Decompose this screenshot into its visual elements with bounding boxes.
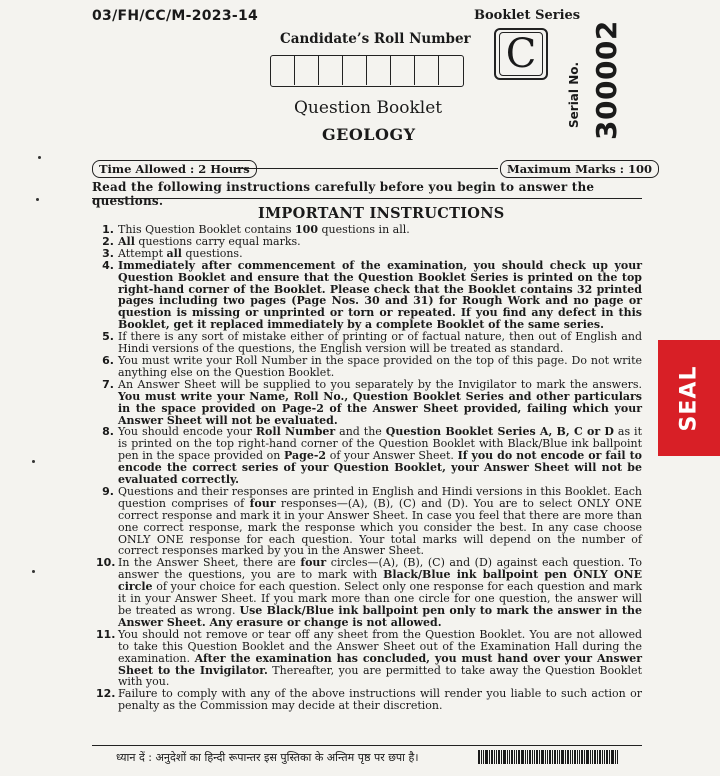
barcode-bar — [609, 750, 610, 764]
instruction-text-bold: All — [118, 234, 135, 248]
booklet-series-letter: C — [499, 32, 543, 76]
instruction-number: 7. — [102, 377, 114, 391]
divider — [234, 168, 498, 169]
instruction-text-bold: four — [300, 556, 327, 570]
instruction-text-run: questions in all. — [317, 223, 410, 236]
barcode-bar — [521, 750, 524, 764]
question-booklet-label: Question Booklet — [294, 98, 443, 118]
booklet-series-box — [494, 28, 548, 80]
instruction-item — [96, 260, 642, 331]
barcode-bar — [545, 750, 546, 764]
roll-number-boxes[interactable] — [270, 55, 464, 87]
instruction-number: 1. — [102, 223, 114, 236]
instruction-text-run: Questions and their responses are printed in English and Hindi versions in this Booklet. Each question comprises of — [118, 484, 642, 510]
barcode-bar — [507, 750, 508, 764]
barcode-bar — [606, 750, 608, 764]
instruction-text-run: If there is any sort of mistake either of printing or of factual nature, then out of English and Hindi versions of the questions, the English version will be treated as standard. — [118, 330, 642, 356]
instruction-text — [118, 557, 642, 628]
barcode-bar — [559, 750, 560, 764]
instruction-text-bold: all — [166, 246, 182, 260]
barcode-bar — [503, 750, 506, 764]
roll-digit-box[interactable] — [343, 56, 367, 85]
barcode-bar — [514, 750, 515, 764]
barcode-bar — [592, 750, 593, 764]
instruction-text — [118, 260, 642, 331]
barcode-bar — [570, 750, 571, 764]
divider — [92, 198, 642, 199]
barcode-bar — [525, 750, 526, 764]
instruction-item — [96, 486, 642, 557]
instruction-item — [96, 688, 642, 712]
instruction-text — [118, 688, 642, 712]
instruction-item — [96, 426, 642, 486]
barcode-bar — [489, 750, 490, 764]
seal-label: SEAL — [676, 365, 702, 431]
seal-tab[interactable] — [658, 340, 720, 456]
roll-number-label: Candidate’s Roll Number — [280, 31, 471, 47]
roll-digit-box[interactable] — [319, 56, 343, 85]
barcode-bar — [615, 750, 616, 764]
instruction-text-bold: Black/Blue ink ballpoint pen ONLY ONE circle — [118, 568, 642, 594]
instruction-text-run: You should not remove or tear off any sheet from the Question Booklet. You are not allowed to take this Question Booklet and the Answer Sheet out of the Examination Hall during the examination. — [118, 627, 642, 665]
instruction-text-bold: Page-2 — [284, 449, 327, 463]
barcode-bar — [483, 750, 484, 764]
barcode — [478, 750, 642, 764]
maximum-marks-badge: Maximum Marks : 100 — [500, 160, 659, 178]
instruction-item — [96, 379, 642, 427]
instruction-text-bold: Roll Number — [255, 425, 336, 439]
instruction-text — [118, 379, 642, 427]
barcode-bar — [498, 750, 500, 764]
instruction-text-bold: If you do not encode or fail to encode the correct series of your Question Booklet, your Answer Sheet will not be evaluated correctly. — [118, 449, 643, 487]
barcode-bar — [516, 750, 517, 764]
barcode-bar — [518, 750, 520, 764]
barcode-bar — [599, 750, 601, 764]
instruction-text-run: responses—(A), (B), (C) and (D). You are to select ONLY ONE correct response and mark it in your Answer Sheet. In case you feel that there are more than one correct response, mark the response which you consider the best. In any case choose ONLY ONE response for each question. Your total marks will depend on the number of correct responses marked by you in the Answer Sheet. — [118, 496, 642, 558]
barcode-bar — [485, 750, 488, 764]
instruction-item — [96, 629, 642, 689]
instructions-heading: IMPORTANT INSTRUCTIONS — [258, 205, 505, 222]
barcode-bar — [539, 750, 540, 764]
roll-digit-box[interactable] — [439, 56, 463, 85]
instruction-text-bold: four — [249, 496, 276, 510]
instruction-number: 3. — [102, 246, 114, 260]
barcode-bar — [491, 750, 493, 764]
instruction-text-bold: After the examination has concluded, you must hand over your Answer Sheet to the Invigilator. — [118, 651, 642, 677]
barcode-bar — [554, 750, 556, 764]
instruction-number: 2. — [102, 234, 114, 248]
roll-digit-box[interactable] — [295, 56, 319, 85]
punch-mark — [32, 570, 35, 573]
instruction-text-run: You must write your Roll Number in the space provided on the top of this page. Do not write anything else on the Question Booklet. — [118, 353, 642, 379]
instruction-number: 12. — [96, 687, 116, 701]
instruction-text-bold: Use Black/Blue ink ballpoint pen only to mark the answer in the Answer Sheet. Any erasure or change is not allowed. — [118, 604, 642, 629]
barcode-bar — [501, 750, 502, 764]
barcode-bar — [565, 750, 566, 764]
paper-code: 03/FH/CC/M-2023-14 — [92, 8, 259, 24]
barcode-bar — [586, 750, 589, 764]
barcode-bar — [579, 750, 580, 764]
read-instructions-line: Read the following instructions carefully before you begin to answer the questions. — [92, 180, 595, 208]
barcode-bar — [561, 750, 564, 764]
booklet-series-label: Booklet Series — [474, 8, 581, 23]
instruction-text-run: of your choice for each question. Select only one response for each question and mark it in your Answer Sheet. If you mark more than one circle for one question, the answer will be treated as wrong. — [118, 580, 642, 617]
instruction-text-bold: 100 — [295, 223, 318, 236]
barcode-bar — [494, 750, 495, 764]
subject-title: GEOLOGY — [322, 125, 416, 144]
barcode-bar — [536, 750, 538, 764]
barcode-bar — [534, 750, 535, 764]
roll-digit-box[interactable] — [391, 56, 415, 85]
barcode-bar — [604, 750, 605, 764]
instruction-text-bold: You must write your Name, Roll No., Question Booklet Series and other particulars in the space provided on Page-2 of the Answer Sheet provided, failing which your Answer Sheet will not be evaluated. — [118, 389, 642, 427]
instruction-text-run: Attempt — [118, 246, 167, 260]
instruction-text-run: questions. — [182, 246, 243, 260]
punch-mark — [36, 198, 39, 201]
barcode-bar — [527, 750, 528, 764]
instruction-text-run: This Question Booklet contains — [118, 223, 296, 236]
instruction-number: 4. — [102, 258, 114, 272]
instruction-number: 10. — [96, 556, 116, 570]
instruction-number: 8. — [102, 425, 114, 439]
instruction-text-run: An Answer Sheet will be supplied to you separately by the Invigilator to mark the answers. — [118, 377, 642, 391]
instruction-text-run: You should encode your — [118, 425, 256, 439]
barcode-bar — [478, 750, 480, 764]
barcode-bar — [574, 750, 576, 764]
barcode-bar — [584, 750, 585, 764]
punch-mark — [32, 460, 35, 463]
instruction-text-run: In the Answer Sheet, there are — [118, 556, 301, 570]
roll-digit-box[interactable] — [415, 56, 439, 85]
instruction-number: 5. — [102, 330, 114, 344]
instruction-number: 9. — [102, 484, 114, 498]
barcode-bar — [549, 750, 551, 764]
divider — [92, 745, 642, 746]
barcode-bar — [511, 750, 513, 764]
instruction-number: 11. — [96, 627, 116, 641]
instruction-item — [96, 557, 642, 628]
barcode-bar — [581, 750, 583, 764]
barcode-bar — [496, 750, 497, 764]
instruction-text — [118, 486, 642, 557]
instruction-item — [96, 355, 642, 379]
instructions-list — [96, 224, 642, 712]
barcode-bar — [617, 750, 618, 764]
barcode-bar — [481, 750, 482, 764]
punch-mark — [38, 156, 41, 159]
barcode-bar — [602, 750, 603, 764]
roll-digit-box[interactable] — [271, 56, 295, 85]
barcode-bar — [567, 750, 569, 764]
barcode-bar — [590, 750, 591, 764]
instruction-text — [118, 331, 642, 355]
barcode-bar — [597, 750, 598, 764]
barcode-bar — [532, 750, 533, 764]
instruction-text — [118, 629, 642, 689]
instruction-text-bold: Immediately after commencement of the examination, you should check up your Question Booklet and ensure that the Question Booklet Series is printed on the top right-hand corner of the Booklet. Please check that the Booklet contains 32 printed pages including two pages (Page Nos. 30 and 31) for Rough Work and no page or question is missing or unprinted or torn or repeated. If you find any defect in this Booklet, get it replaced immediately by a complete Booklet of the same series. — [118, 258, 642, 332]
barcode-bar — [529, 750, 531, 764]
roll-digit-box[interactable] — [367, 56, 391, 85]
barcode-bar — [541, 750, 544, 764]
barcode-bar — [577, 750, 578, 764]
instruction-text-run: circles—(A), (B), (C) and (D) against each question. To answer the questions, you are to mark with — [118, 556, 642, 582]
instruction-text — [118, 355, 642, 379]
instruction-text-bold: Question Booklet Series A, B, C or D — [385, 425, 614, 439]
instruction-text-run: Thereafter, you are permitted to take away the Question Booklet with you. — [118, 663, 642, 689]
instruction-text-run: as it is printed on the top right-hand corner of the Question Booklet with Black/Blue ink ballpoint pen in the space provided on — [118, 425, 642, 463]
instruction-text-run: of your Answer Sheet. — [326, 449, 458, 463]
instruction-text — [118, 426, 642, 486]
time-allowed-badge: Time Allowed : 2 Hours — [92, 160, 257, 178]
instruction-text-run: and the — [335, 425, 386, 439]
hindi-note: ध्यान दें : अनुदेशों का हिन्दी रूपान्तर इस पुस्तिका के अन्तिम पृष्ठ पर छपा है। — [116, 751, 419, 764]
barcode-bar — [552, 750, 553, 764]
instruction-text-run: Failure to comply with any of the above instructions will render you liable to such action or penalty as the Commission may decide at their discretion. — [118, 687, 642, 713]
barcode-bar — [594, 750, 596, 764]
serial-number: 300002 — [590, 20, 623, 140]
barcode-bar — [509, 750, 510, 764]
barcode-bar — [611, 750, 614, 764]
instruction-item — [96, 331, 642, 355]
instruction-text-run: questions carry equal marks. — [134, 234, 301, 248]
instruction-number: 6. — [102, 353, 114, 367]
barcode-bar — [572, 750, 573, 764]
serial-number-label: Serial No. — [567, 61, 581, 128]
barcode-bar — [547, 750, 548, 764]
barcode-bar — [557, 750, 558, 764]
